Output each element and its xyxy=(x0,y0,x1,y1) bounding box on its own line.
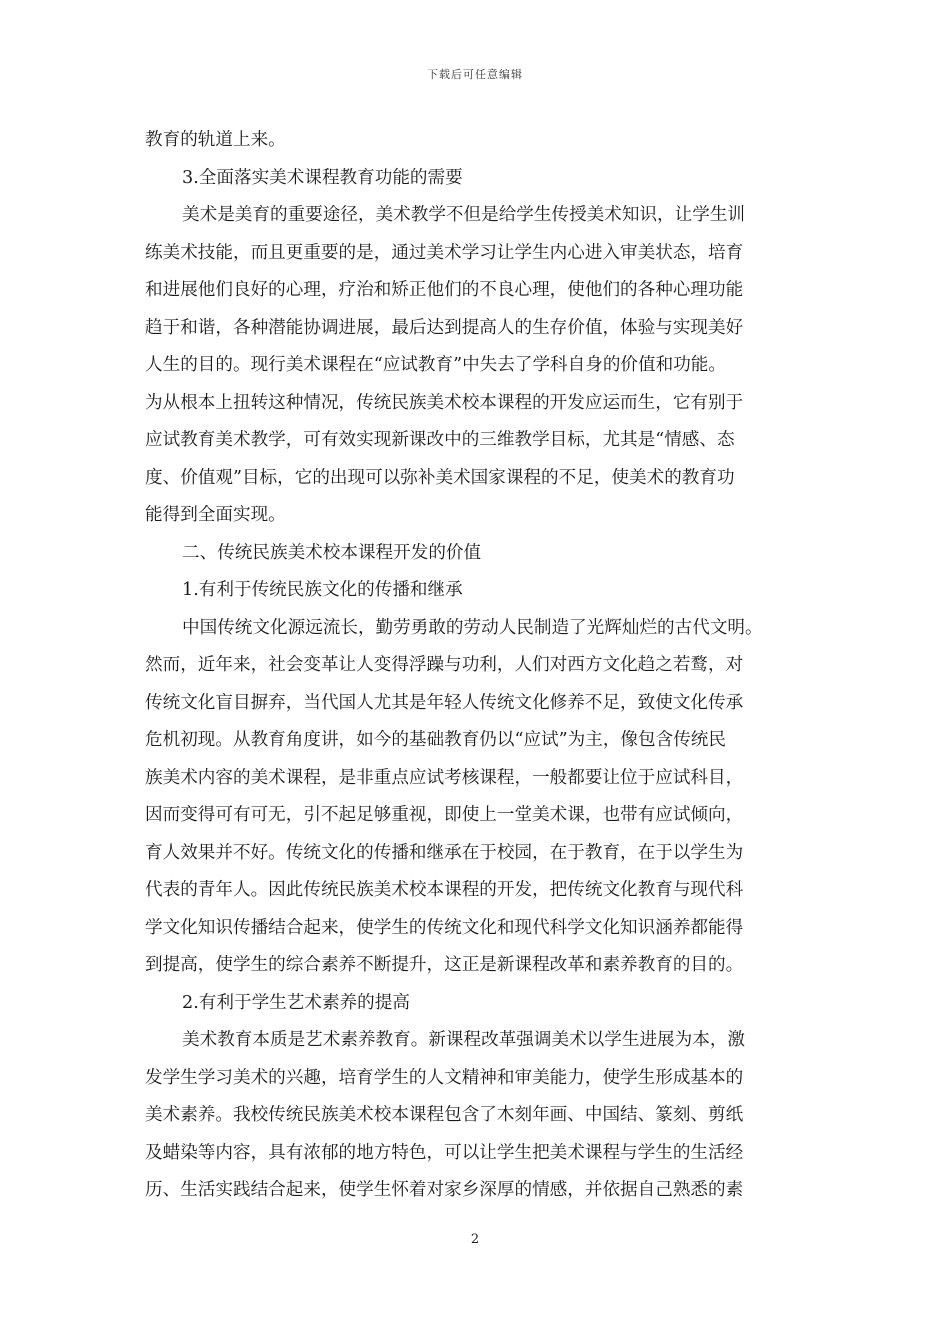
text-line: 美术是美育的重要途径，美术教学不但是给学生传授美术知识，让学生训 xyxy=(182,205,746,225)
text-line: 二、传统民族美术校本课程开发的价值 xyxy=(182,542,482,563)
text-line: 教育的轨道上来。 xyxy=(145,130,286,150)
text-line: 2.有利于学生艺术素养的提高 xyxy=(182,992,410,1013)
text-line: 危机初现。从教育角度讲，如今的基础教育仍以“应试”为主，像包含传统民 xyxy=(145,730,726,750)
text-line: 学文化知识传播结合起来，使学生的传统文化和现代科学文化知识涵养都能得 xyxy=(145,917,744,938)
text-line: 美术教育本质是艺术素养教育。新课程改革强调美术以学生进展为本，激 xyxy=(182,1030,746,1050)
text-line: 因而变得可有可无，引不起足够重视，即使上一堂美术课，也带有应试倾向， xyxy=(145,805,744,825)
text-line: 为从根本上扭转这种情况，传统民族美术校本课程的开发应运而生，它有别于 xyxy=(145,392,744,413)
text-line: 3.全面落实美术课程教育功能的需要 xyxy=(182,167,463,188)
page-number: 2 xyxy=(470,1232,480,1247)
text-line: 能得到全面实现。 xyxy=(145,505,286,525)
text-line: 族美术内容的美术课程，是非重点应试考核课程，一般都要让位于应试科目， xyxy=(145,767,744,788)
text-line: 中国传统文化源远流长，勤劳勇敢的劳动人民制造了光辉灿烂的古代文明。 xyxy=(182,617,763,638)
text-line: 和进展他们良好的心理，疗治和矫正他们的不良心理，使他们的各种心理功能 xyxy=(145,280,744,300)
text-line: 发学生学习美术的兴趣，培育学生的人文精神和审美能力，使学生形成基本的 xyxy=(145,1067,744,1088)
header-note: 下载后可任意编辑 xyxy=(427,68,523,81)
text-line: 育人效果并不好。传统文化的传播和继承在于校园，在于教育，在于以学生为 xyxy=(145,842,744,863)
text-line: 应试教育美术教学，可有效实现新课改中的三维教学目标，尤其是“情感、态 xyxy=(145,430,735,450)
text-line: 传统文化盲目摒弃，当代国人尤其是年轻人传统文化修养不足，致使文化传承 xyxy=(145,692,744,713)
text-line: 到提高，使学生的综合素养不断提升，这正是新课程改革和素养教育的目的。 xyxy=(145,955,744,975)
text-line: 美术素养。我校传统民族美术校本课程包含了木刻年画、中国结、篆刻、剪纸 xyxy=(145,1105,744,1125)
text-line: 然而，近年来，社会变革让人变得浮躁与功利，人们对西方文化趋之若鹜，对 xyxy=(145,655,744,675)
text-line: 及蜡染等内容，具有浓郁的地方特色，可以让学生把美术课程与学生的生活经 xyxy=(145,1142,744,1163)
text-line: 代表的青年人。因此传统民族美术校本课程的开发，把传统文化教育与现代科 xyxy=(145,880,744,900)
body-text xyxy=(145,122,805,1210)
text-line: 1.有利于传统民族文化的传播和继承 xyxy=(182,580,463,600)
text-line: 人生的目的。现行美术课程在“应试教育”中失去了学科自身的价值和功能。 xyxy=(145,355,726,375)
text-line: 历、生活实践结合起来，使学生怀着对家乡深厚的情感，并依据自己熟悉的素 xyxy=(145,1180,744,1200)
text-line: 趋于和谐，各种潜能协调进展，最后达到提高人的生存价值，体验与实现美好 xyxy=(145,317,744,338)
text-line: 练美术技能，而且更重要的是，通过美术学习让学生内心进入审美状态，培育 xyxy=(145,242,744,263)
text-line: 度、价值观”目标，它的出现可以弥补美术国家课程的不足，使美术的教育功 xyxy=(145,467,735,488)
